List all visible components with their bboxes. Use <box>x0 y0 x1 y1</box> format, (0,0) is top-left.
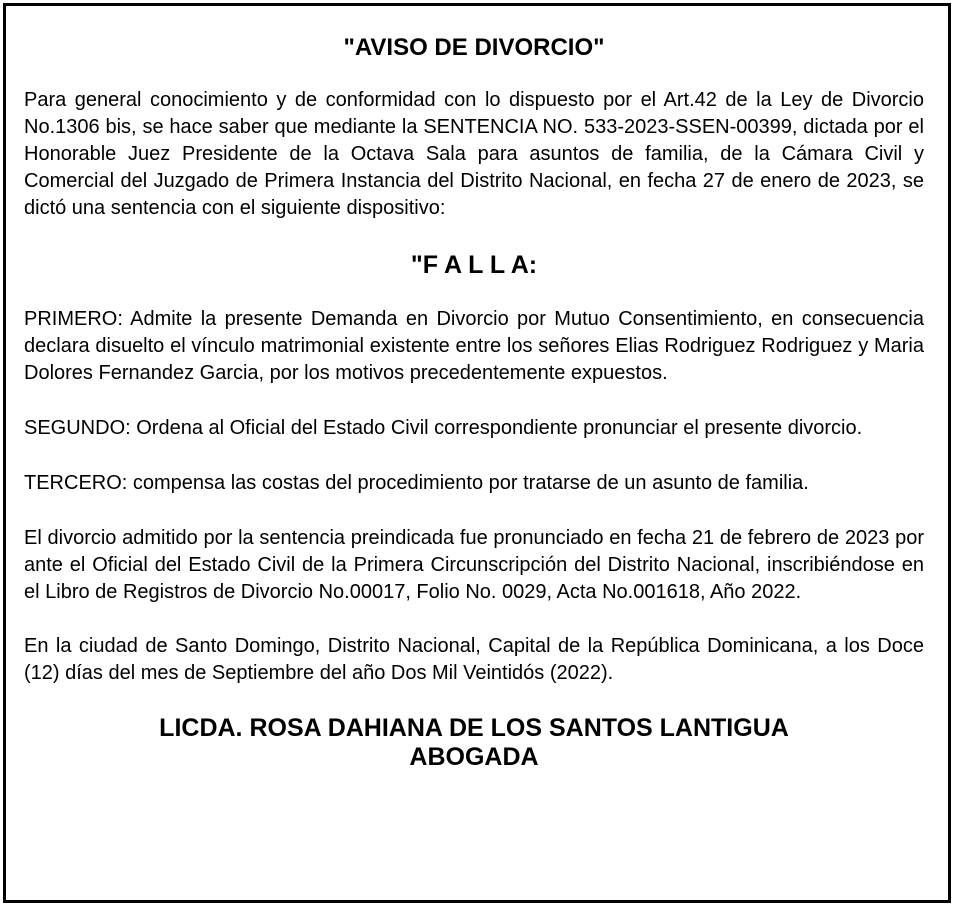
notice-title: "AVISO DE DIVORCIO" <box>343 34 605 61</box>
divorce-notice <box>3 3 951 903</box>
signature-title: ABOGADA <box>409 743 539 771</box>
pronouncement-paragraph: El divorcio admitido por la sentencia preindicada fue pronunciado en fecha 21 de febrero de 2023 por ante el Oficial del Estado Civil de la Primera Circunscripción del Distrito Nacional, inscribiéndose en el Libro de Registros de Divorcio No.00017, Folio No. 0029, Acta No.001618, Año 2022. <box>24 527 924 603</box>
falla-heading: "F A L L A: <box>410 251 538 279</box>
segundo-paragraph: SEGUNDO: Ordena al Oficial del Estado Civil correspondiente pronunciar el presente divorcio. <box>24 417 863 439</box>
primero-paragraph: PRIMERO: Admite la presente Demanda en Divorcio por Mutuo Consentimiento, en consecuencia declara disuelto el vínculo matrimonial existente entre los señores Elias Rodriguez Rodriguez y Maria Dolores Fernandez Garcia, por los motivos precedentemente expuestos. <box>24 308 924 384</box>
city-date-paragraph: En la ciudad de Santo Domingo, Distrito Nacional, Capital de la República Dominicana, a los Doce (12) días del mes de Septiembre del año Dos Mil Veintidós (2022). <box>24 635 924 684</box>
intro-paragraph: Para general conocimiento y de conformidad con lo dispuesto por el Art.42 de la Ley de Divorcio No.1306 bis, se hace saber que mediante la SENTENCIA NO. 533-2023-SSEN-00399, dictada por el Honorable Juez Presidente de la Octava Sala para asuntos de familia, de la Cámara Civil y Comercial del Juzgado de Primera Instancia del Distrito Nacional, en fecha 27 de enero de 2023, se dictó una sentencia con el siguiente dispositivo: <box>24 89 924 219</box>
tercero-paragraph: TERCERO: compensa las costas del procedimiento por tratarse de un asunto de familia. <box>24 472 809 494</box>
signature-block <box>24 714 924 772</box>
signature-name: LICDA. ROSA DAHIANA DE LOS SANTOS LANTIGUA <box>159 714 789 742</box>
